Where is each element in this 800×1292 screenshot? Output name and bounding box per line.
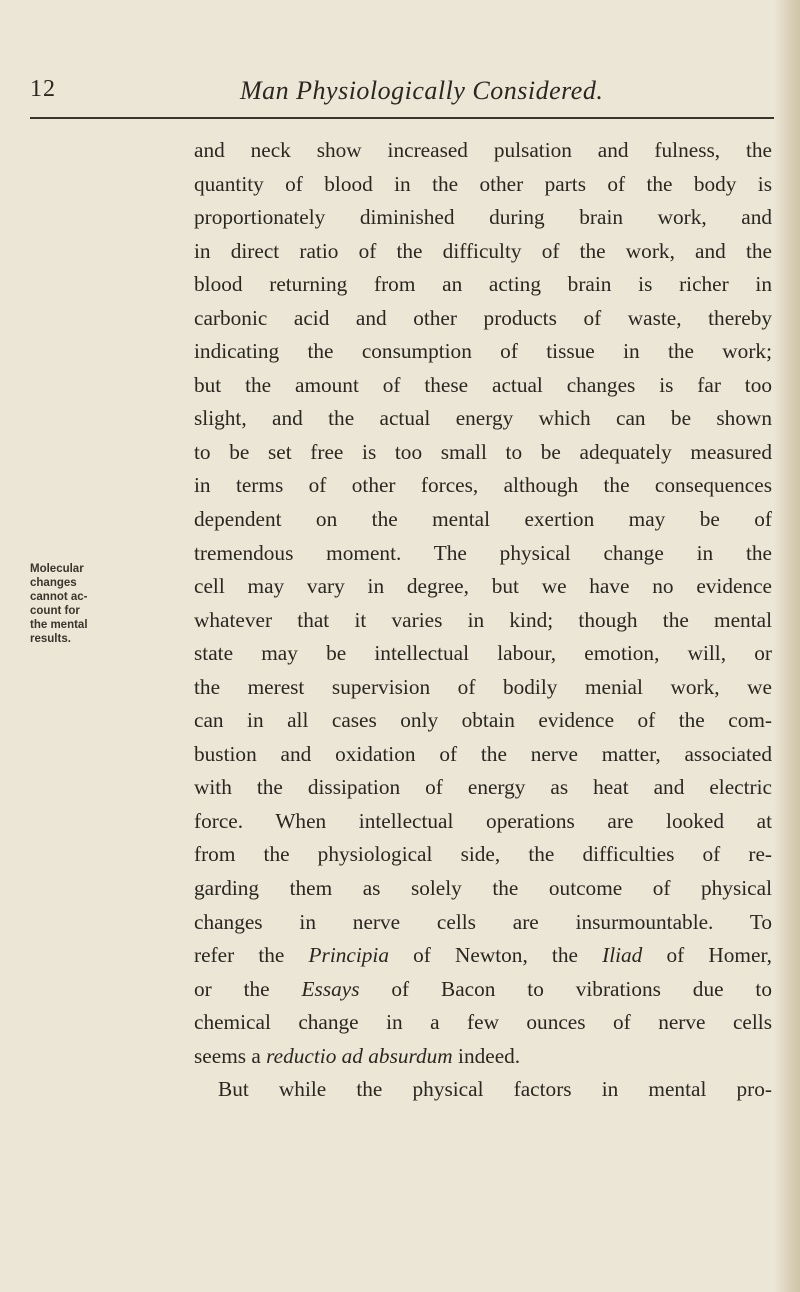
text-line: quantity of blood in the other parts of the body is bbox=[194, 171, 772, 196]
text-line: but the amount of these actual changes is far too bbox=[194, 372, 772, 397]
text-run: or the bbox=[194, 976, 302, 1001]
text-line bbox=[194, 939, 772, 973]
text-run: refer the bbox=[194, 943, 309, 968]
text-line: cell may vary in degree, but we have no evidence bbox=[194, 574, 772, 599]
book-title-principia: Principia bbox=[308, 943, 389, 968]
text-line: blood returning from an acting brain is richer in bbox=[194, 272, 772, 297]
text-line: state may be intellectual labour, emotion, will, or bbox=[194, 641, 772, 666]
text-line: in direct ratio of the difficulty of the work, and the bbox=[194, 238, 772, 263]
text-line bbox=[194, 1040, 772, 1074]
text-line: and neck show increased pulsation and fulness, the bbox=[194, 138, 772, 162]
text-line: with the dissipation of energy as heat and electric bbox=[194, 775, 772, 800]
text-line: from the physiological side, the difficulties of re- bbox=[194, 842, 772, 867]
text-line: bustion and oxidation of the nerve matter, associated bbox=[194, 741, 772, 766]
page-edge-shadow bbox=[774, 0, 800, 1292]
page-number: 12 bbox=[30, 76, 56, 102]
text-run: of Homer, bbox=[642, 943, 773, 968]
text-line: tremendous moment. The physical change in the bbox=[194, 540, 772, 565]
book-title-iliad: Iliad bbox=[602, 943, 643, 968]
margin-note-line: Molecular bbox=[30, 563, 84, 575]
running-head bbox=[30, 76, 790, 112]
text-run: indeed. bbox=[452, 1043, 521, 1068]
margin-note-line: the mental bbox=[30, 619, 88, 631]
text-line bbox=[194, 973, 772, 1007]
text-run: seems a bbox=[194, 1043, 267, 1068]
body-text bbox=[194, 134, 772, 1107]
text-line: garding them as solely the outcome of physical bbox=[194, 876, 772, 901]
text-line: dependent on the mental exertion may be of bbox=[194, 507, 772, 532]
margin-note-line: cannot ac- bbox=[30, 591, 88, 603]
text-line: changes in nerve cells are insurmountable. To bbox=[194, 909, 772, 934]
text-line: chemical change in a few ounces of nerve cells bbox=[194, 1010, 772, 1035]
text-run: of Bacon to vibrations due to bbox=[359, 976, 772, 1001]
text-line: in terms of other forces, although the consequences bbox=[194, 473, 772, 498]
running-title: Man Physiologically Considered. bbox=[240, 76, 604, 105]
text-line: carbonic acid and other products of waste, thereby bbox=[194, 305, 772, 330]
margin-note bbox=[30, 562, 100, 646]
text-line: proportionately diminished during brain work, and bbox=[194, 205, 772, 230]
text-line: indicating the consumption of tissue in the work; bbox=[194, 339, 772, 364]
latin-phrase: reductio ad absurdum bbox=[266, 1043, 453, 1068]
text-line: force. When intellectual operations are looked at bbox=[194, 808, 772, 833]
margin-note-line: results. bbox=[30, 633, 71, 645]
text-line: to be set free is too small to be adequately measured bbox=[194, 439, 772, 464]
book-title-essays: Essays bbox=[301, 976, 360, 1001]
text-run: of Newton, the bbox=[388, 943, 603, 968]
text-line: the merest supervision of bodily menial work, we bbox=[194, 674, 772, 699]
margin-note-line: changes bbox=[30, 577, 77, 589]
text-line: whatever that it varies in kind; though the mental bbox=[194, 607, 772, 632]
text-line: can in all cases only obtain evidence of the com- bbox=[194, 708, 772, 733]
margin-note-line: count for bbox=[30, 605, 80, 617]
header-rule bbox=[30, 117, 774, 119]
paragraph-start-line: But while the physical factors in mental pro- bbox=[218, 1077, 772, 1102]
text-line: slight, and the actual energy which can be shown bbox=[194, 406, 772, 431]
